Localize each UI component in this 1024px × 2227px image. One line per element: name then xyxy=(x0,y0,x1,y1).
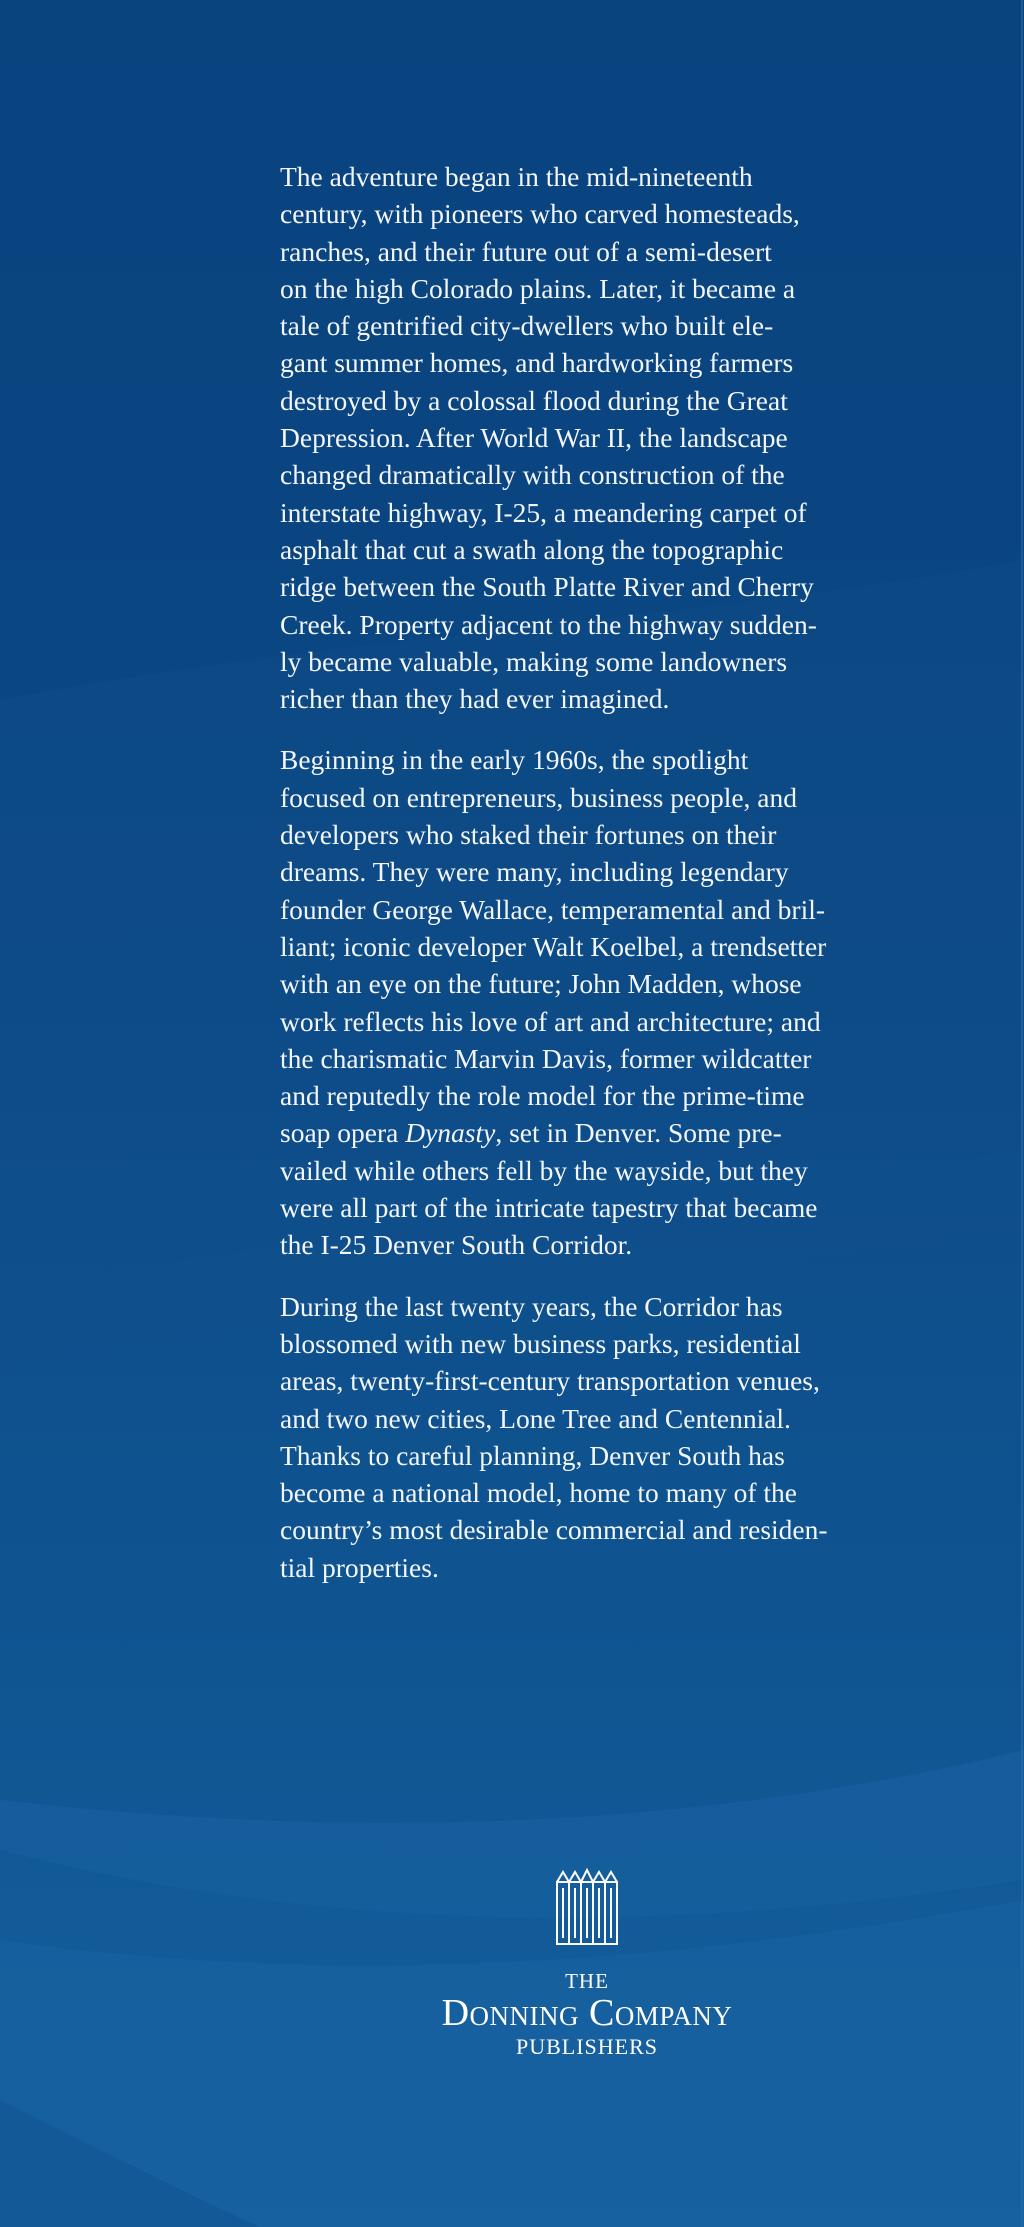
paragraph-2-part-2: , set in Denver. Some pre- vailed while others fell by the wayside, but they were all part of the intricate tapestry that became the I-25 Denver South Corridor. xyxy=(280,1117,818,1261)
publisher-logo xyxy=(395,1868,779,2068)
paragraph-3: During the last twenty years, the Corridor has blossomed with new business parks, residential areas, twenty-first-century transportation venues, and two new cities, Lone Tree and Centennial. Thanks to careful planning, Denver South has become a national model, home to many of the country’s most desirable commercial and residen- tial properties. xyxy=(280,1290,828,1583)
blurb-text xyxy=(280,158,900,1610)
publisher-name: Donning Company xyxy=(441,1992,733,2034)
page-edge xyxy=(1021,0,1023,2227)
publisher-the: THE xyxy=(565,1969,609,1993)
paragraph-2-part-1: Beginning in the early 1960s, the spotlight focused on entrepreneurs, business people, and developers who staked their fortunes on their dreams. They were many, including legendary founder George Wallace, temperamental and bril- liant; iconic developer Walt Koelbel, a trendsetter with an eye on the future; John Madden, whose work reflects his love of art and architecture; and the charismatic Marvin Davis, former wildcatter and reputedly the role model for the prime-time soap opera xyxy=(280,744,827,1149)
paragraph-1: The adventure began in the mid-nineteenth century, with pioneers who carved homesteads, ranches, and their future out of a semi-desert on the high Colorado plains. Later, it became a tale of gentrified city-dwellers who built ele- gant summer homes, and hardworking farmers destroyed by a colossal flood during the Great Depression. After World War II, the landscape changed dramatically with construction of the interstate highway, I-25, a meandering carpet of asphalt that cut a swath along the topographic ridge between the South Platte River and Cherry Creek. Property adjacent to the highway sudden- ly became valuable, making some landowners richer than they had ever imagined. xyxy=(280,161,817,715)
dynasty-title: Dynasty xyxy=(405,1117,496,1149)
book-fan-logo-icon xyxy=(551,1868,623,1952)
publisher-subtitle: PUBLISHERS xyxy=(515,2034,659,2059)
paragraph-2 xyxy=(280,741,900,1263)
